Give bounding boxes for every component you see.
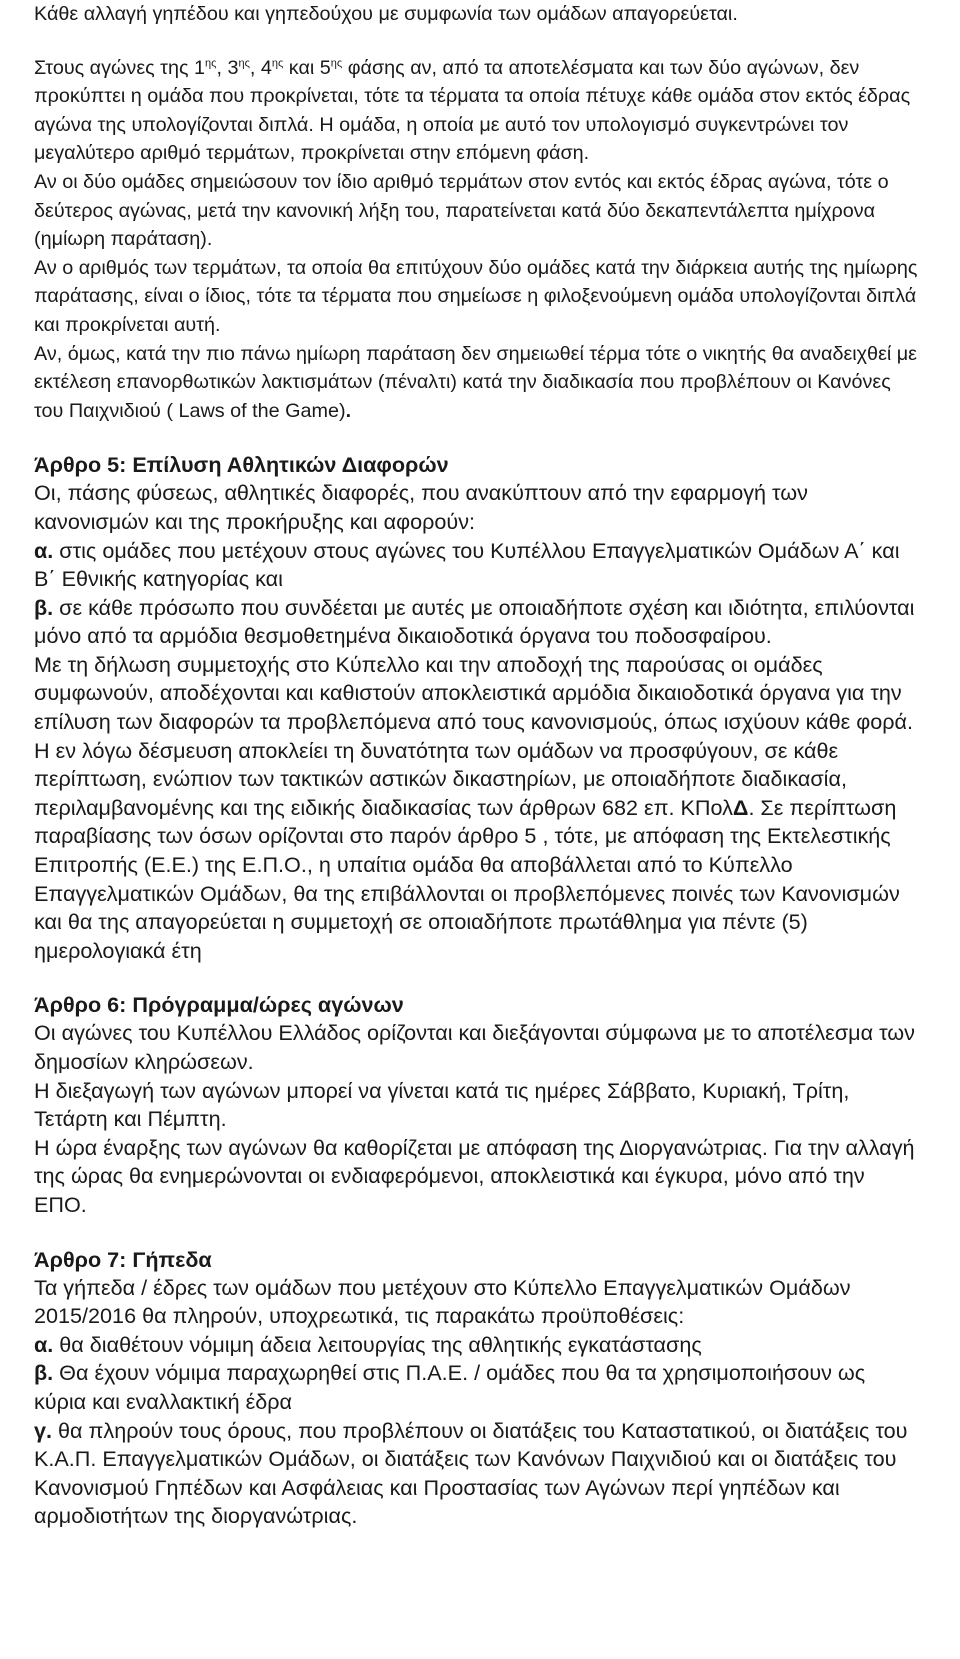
- article-5-item-a: α. στις ομάδες που μετέχουν στους αγώνες του Κυπέλλου Επαγγελματικών Ομάδων Α΄ και Β΄ Εθνικής κατηγορίας και: [34, 537, 900, 592]
- article-7-intro: Τα γήπεδα / έδρες των ομάδων που μετέχουν στο Κύπελλο Επαγγελματικών Ομάδων 2015/2016 θα πληρούν, υποχρεωτικά, τις παρακάτω προϋποθέσεις:: [34, 1274, 851, 1329]
- article-5-participation: Με τη δήλωση συμμετοχής στο Κύπελλο και την αποδοχή της παρούσας οι ομάδες συμφωνούν, αποδέχονται και καθιστούν αποκλειστικά αρμόδια δικαιοδοτικά όργανα για την επίλυση των διαφορών τα προβλεπόμενα από τους κανονισμούς, όπως ισχύουν κάθε φορά.: [34, 651, 914, 735]
- paragraph-extra-time: Αν οι δύο ομάδες σημειώσουν τον ίδιο αριθμό τερμάτων στον εντός και εκτός έδρας αγώνα, τότε ο δεύτερος αγώνας, μετά την κανονική λήξη του, παρατείνεται κατά δύο δεκαπεντάλεπτα ημίχρονα (ημίωρη παράταση).: [34, 170, 889, 251]
- article-7-item-b: β. Θα έχουν νόμιμα παραχωρηθεί στις Π.Α.Ε. / ομάδες που θα τα χρησιμοποιήσουν ως κύρια και εναλλακτική έδρα: [34, 1360, 866, 1414]
- article-6-kickoff: Η ώρα έναρξης των αγώνων θα καθορίζεται με απόφαση της Διοργανώτριας. Για την αλλαγή της ώρας θα ενημερώνονται οι ενδιαφερόμενοι, αποκλειστικά και έγκυρα, μόνο από την ΕΠΟ.: [34, 1134, 915, 1217]
- article-5-binding: Η εν λόγω δέσμευση αποκλείει τη δυνατότητα των ομάδων να προσφύγουν, σε κάθε περίπτωση, ενώπιον των τακτικών αστικών δικαστηρίων, με οποιαδήποτε διαδικασία, περιλαμβανομένης και της ειδικής διαδικασίας των άρθρων 682 επ. ΚΠολΔ. Σε περίπτωση παραβίασης των όσων ορίζονται στο παρόν άρθρο 5 , τότε, με απόφαση της Εκτελεστικής Επιτροπής (Ε.Ε.) της Ε.Π.Ο., η υπαίτια ομάδα θα αποβάλλεται από το Κύπελλο Επαγγελματικών Ομάδων, θα της επιβάλλονται οι προβλεπόμενες ποινές των Κανονισμών και θα της απαγορεύεται η συμμετοχή σε οποιαδήποτε πρωτάθλημα για πέντε (5) ημερολογιακά έτη: [34, 737, 900, 963]
- article-6-days: Η διεξαγωγή των αγώνων μπορεί να γίνεται κατά τις ημέρες Σάββατο, Κυριακή, Τρίτη, Τετάρτη και Πέμπτη.: [34, 1077, 850, 1132]
- article-5-intro: Οι, πάσης φύσεως, αθλητικές διαφορές, που ανακύπτουν από την εφαρμογή των κανονισμών και της προκήρυξης και αφορούν:: [34, 480, 808, 534]
- paragraph-penalties: Αν, όμως, κατά την πιο πάνω ημίωρη παράταση δεν σημειωθεί τέρμα τότε ο νικητής θα αναδειχθεί με εκτέλεση επανορθωτικών λακτισμάτων (πέναλτι) κατά την διαδικασία που προβλέπουν οι Κανόνες του Παιχνιδιού ( Laws of the Game).: [34, 342, 917, 422]
- rule-no-venue-change: Κάθε αλλαγή γηπέδου και γηπεδούχου με συμφωνία των ομάδων απαγορεύεται.: [34, 3, 738, 25]
- paragraph-away-goals: Στους αγώνες της $1^{\eta\varsigma}$, $3^{\eta\varsigma}$, $4^{\eta\varsigma}$ και $5^{\eta\varsigma}$ φάσης αν, από τα αποτελέσματα και των δύο αγώνων, δεν προκύπτει η ομάδα που προκρίνεται, τότε τα τέρματα τα οποία πέτυχε κάθε ομάδα στον εκτός έδρας αγώνα της υπολογίζονται διπλά. Η ομάδα, η οποία με αυτό τον υπολογισμό συγκεντρώνει τον μεγαλύτερο αριθμό τερμάτων, προκρίνεται στην επόμενη φάση.: [34, 56, 911, 165]
- article-7-heading: Άρθρο 7: Γήπεδα: [34, 1246, 212, 1272]
- article-7-item-c: γ. θα πληρούν τους όρους, που προβλέπουν οι διατάξεις του Καταστατικού, οι διατάξεις του Κ.Α.Π. Επαγγελματικών Ομάδων, οι διατάξεις των Κανόνων Παιχνιδιού και οι διατάξεις του Κανονισμού Γηπέδων και Ασφάλειας και Προστασίας των Αγώνων περί γηπέδων και αρμοδιοτήτων της διοργανώτριας.: [34, 1417, 908, 1529]
- article-6-heading: Άρθρο 6: Πρόγραμμα/ώρες αγώνων: [34, 992, 404, 1018]
- article-5-heading: Άρθρο 5: Επίλυση Αθλητικών Διαφορών: [34, 452, 449, 478]
- article-7-item-a: α. θα διαθέτουν νόμιμη άδεια λειτουργίας της αθλητικής εγκατάστασης: [34, 1331, 702, 1357]
- article-6-draws: Οι αγώνες του Κυπέλλου Ελλάδος ορίζονται και διεξάγονται σύμφωνα με το αποτέλεσμα των δημοσίων κληρώσεων.: [34, 1020, 915, 1074]
- article-5-item-b: β. σε κάθε πρόσωπο που συνδέεται με αυτές με οποιαδήποτε σχέση και ιδιότητα, επιλύονται μόνο από τα αρμόδια θεσμοθετημένα δικαιοδοτικά όργανα του ποδοσφαίρου.: [34, 594, 915, 649]
- paragraph-extra-time-goals: Αν ο αριθμός των τερμάτων, τα οποία θα επιτύχουν δύο ομάδες κατά την διάρκεια αυτής της ημίωρης παράτασης, είναι ο ίδιος, τότε τα τέρματα που σημείωσε η φιλοξενούμενη ομάδα υπολογίζονται διπλά και προκρίνεται αυτή.: [34, 256, 918, 336]
